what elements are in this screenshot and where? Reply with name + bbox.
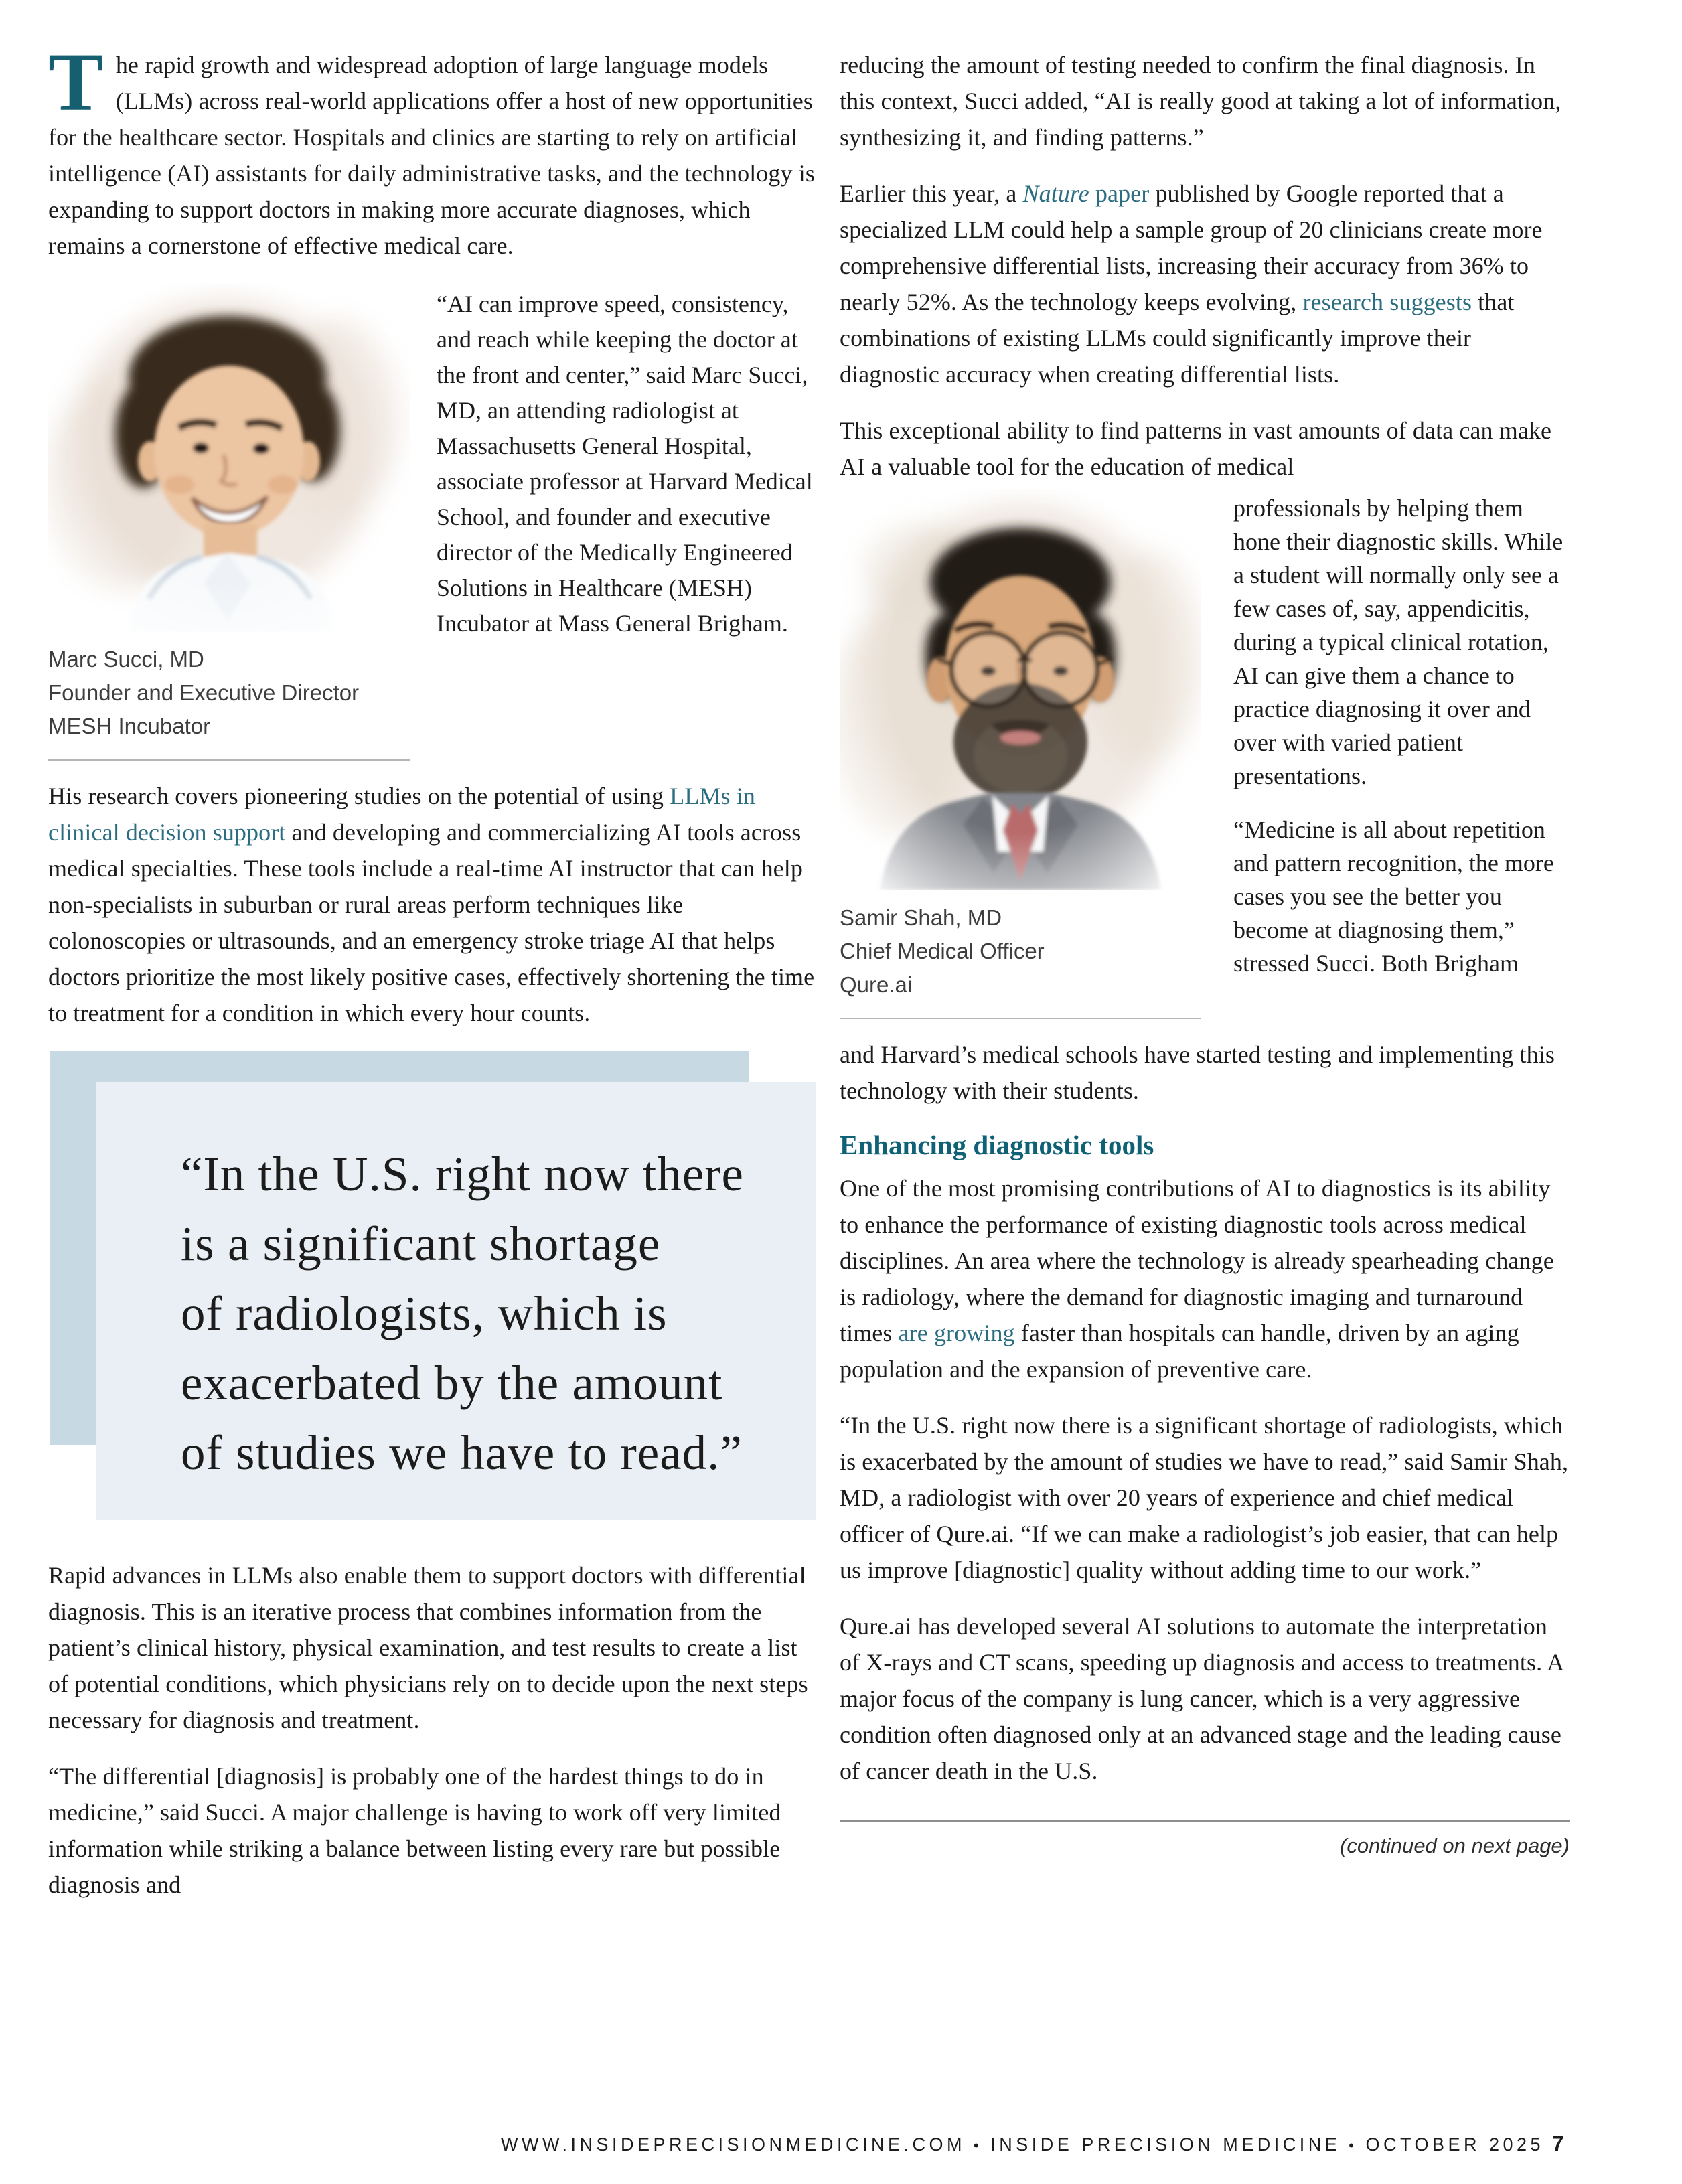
text-segment: faster than hospitals can handle, driven by an aging population and the expansion of preventive care. bbox=[840, 1320, 1519, 1383]
left-column bbox=[48, 36, 816, 1903]
differential-paragraph: Rapid advances in LLMs also enable them to support doctors with differential diagnosis. This is an iterative process that combines information from the patient’s clinical history, physical examination, and test results to create a list of potential conditions, which physicians rely on to decide upon the next steps necessary for diagnosis and treatment. bbox=[48, 1562, 808, 1733]
research-paragraph bbox=[48, 778, 816, 1031]
caption-title: Founder and Executive Director bbox=[48, 680, 360, 705]
intro-paragraph bbox=[48, 36, 816, 264]
text-segment: professionals by helping them hone their diagnostic skills. While a student will normally only see a few cases of, say, appendicitis, during a typical clinical rotation, AI can give them a chance to practice diagnosing it over and over with varied patient presentations. bbox=[1233, 495, 1563, 789]
nature-paper-paragraph bbox=[840, 175, 1570, 392]
continued-note: (continued on next page) bbox=[1340, 1834, 1570, 1857]
caption-name: Samir Shah, MD bbox=[840, 905, 1002, 930]
llms-clinical-decision-support-link[interactable]: LLMs in clinical decision support bbox=[48, 783, 755, 846]
caption-rule bbox=[48, 759, 410, 761]
are-growing-link[interactable]: are growing bbox=[898, 1320, 1015, 1346]
caption-rule bbox=[840, 1018, 1201, 1019]
pull-quote-line: “In the U.S. right now there bbox=[181, 1147, 744, 1201]
samir-shah-caption bbox=[840, 901, 1201, 1002]
pull-quote bbox=[48, 1051, 816, 1520]
end-of-column-rule bbox=[840, 1820, 1570, 1822]
succi-quote-text: “AI can improve speed, consistency, and reach while keeping the doctor at the front and center,” said Marc Succi, MD, an attending radiologist at Massachusetts General Hospital, associate professor at Harvard Medical School, and founder and executive director of the Medically Engineered Solutions in Healthcare (MESH) Incubator at Mass General Brigham. bbox=[437, 291, 813, 637]
education-side-text bbox=[1233, 489, 1570, 1019]
text-segment: His research covers pioneering studies on the potential of using bbox=[48, 783, 670, 809]
pull-quote-line: is a significant shortage bbox=[181, 1217, 661, 1271]
education-paragraph-start: This exceptional ability to find patterns in vast amounts of data can make AI a valuable tool for the education of medical bbox=[840, 417, 1552, 480]
footer-bullet: • bbox=[1349, 2137, 1358, 2154]
nature-paper-link[interactable] bbox=[1023, 180, 1150, 207]
text-segment: published by Google reported that a specialized LLM could help a sample group of 20 clinicians create more comprehensive differential lists, increasing their accuracy from 36% to nearly 52%. As the technology keeps evolving, bbox=[840, 180, 1543, 315]
section-heading-enhancing-diagnostic-tools: Enhancing diagnostic tools bbox=[840, 1129, 1154, 1160]
caption-org: Qure.ai bbox=[840, 972, 913, 997]
reducing-testing-paragraph: reducing the amount of testing needed to confirm the final diagnosis. In this context, Succi added, “AI is really good at taking a lot of information, synthesizing it, and finding patterns.” bbox=[840, 52, 1561, 151]
hardest-things-paragraph: “The differential [diagnosis] is probably one of the hardest things to do in medicine,” said Succi. A major challenge is having to work off very limited information while striking a balance between listing every rare but possible diagnosis and bbox=[48, 1763, 781, 1898]
paper-word: paper bbox=[1089, 180, 1150, 207]
caption-org: MESH Incubator bbox=[48, 714, 211, 738]
samir-shah-figure bbox=[840, 489, 1201, 1019]
diagnostic-tools-paragraph bbox=[840, 1170, 1570, 1387]
marc-succi-media-row bbox=[48, 284, 816, 761]
footer-date: OCTOBER 2025 bbox=[1365, 2134, 1545, 2155]
nature-journal-name: Nature bbox=[1022, 180, 1089, 207]
right-column bbox=[840, 47, 1570, 1903]
footer-bullet: • bbox=[974, 2137, 983, 2154]
text-segment: that combinations of existing LLMs could significantly improve their diagnostic accuracy when creating differential lists. bbox=[840, 289, 1515, 388]
footer-magazine-name: INSIDE PRECISION MEDICINE bbox=[990, 2134, 1341, 2155]
harvard-schools-paragraph: and Harvard’s medical schools have started testing and implementing this technology with their students. bbox=[840, 1041, 1555, 1104]
page-number: 7 bbox=[1552, 2132, 1565, 2155]
marc-succi-photo bbox=[48, 284, 410, 632]
drop-cap: T bbox=[48, 36, 104, 128]
marc-succi-figure bbox=[48, 284, 410, 761]
qureai-paragraph: Qure.ai has developed several AI solutions to automate the interpretation of X-rays and CT scans, speeding up diagnosis and access to treatments. A major focus of the company is lung cancer, which is a very aggressive condition often diagnosed only at an advanced stage and the leading cause of cancer death in the U.S. bbox=[840, 1613, 1563, 1784]
text-segment: Earlier this year, a bbox=[840, 180, 1023, 207]
pull-quote-line: exacerbated by the amount bbox=[181, 1356, 723, 1410]
marc-succi-portrait-illustration bbox=[48, 284, 410, 632]
samir-shah-media-row bbox=[840, 489, 1570, 1019]
pull-quote-line: of studies we have to read.” bbox=[181, 1425, 743, 1480]
caption-name: Marc Succi, MD bbox=[48, 647, 204, 672]
footer-url: WWW.INSIDEPRECISIONMEDICINE.COM bbox=[501, 2134, 966, 2155]
caption-title: Chief Medical Officer bbox=[840, 939, 1045, 963]
samir-shah-photo bbox=[840, 489, 1201, 890]
pull-quote-inner-box bbox=[96, 1082, 816, 1520]
shah-quote-paragraph: “In the U.S. right now there is a significant shortage of radiologists, which is exacerbated by the amount of studies we have to read,” said Samir Shah, MD, a radiologist with over 20 years of experience and chief medical officer of Qure.ai. “If we can make a radiologist’s job easier, that can help us improve [diagnostic] quality without adding time to our work.” bbox=[840, 1412, 1569, 1583]
pull-quote-line: of radiologists, which is bbox=[181, 1286, 668, 1340]
medicine-repetition-quote: “Medicine is all about repetition and pattern recognition, the more cases you see the better you become at diagnosing them,” stressed Succi. Both Brigham bbox=[1233, 816, 1554, 977]
text-segment: One of the most promising contributions of AI to diagnostics is its ability to enhance the performance of existing diagnostic tools across medical disciplines. An area where the technology is already spearheading change is radiology, where the demand for diagnostic imaging and turnaround times bbox=[840, 1175, 1554, 1346]
marc-succi-caption bbox=[48, 643, 410, 743]
text-segment: and developing and commercializing AI tools across medical specialties. These tools include a real-time AI instructor that can help non-specialists in suburban or rural areas perform techniques like colonoscopies or ultrasounds, and an emergency stroke triage AI that helps doctors prioritize the most likely positive cases, effectively shortening the time to treatment for a condition in which every hour counts. bbox=[48, 819, 815, 1026]
research-suggests-link[interactable]: research suggests bbox=[1302, 289, 1472, 315]
samir-shah-portrait-illustration bbox=[840, 489, 1201, 890]
intro-text: he rapid growth and widespread adoption of large language models (LLMs) across real-world applications offer a host of new opportunities for the healthcare sector. Hospitals and clinics are starting to rely on artificial intelligence (AI) assistants for daily administrative tasks, and the technology is expanding to support doctors in making more accurate diagnoses, which remains a cornerstone of effective medical care. bbox=[48, 52, 815, 259]
page-footer bbox=[501, 2132, 1565, 2156]
